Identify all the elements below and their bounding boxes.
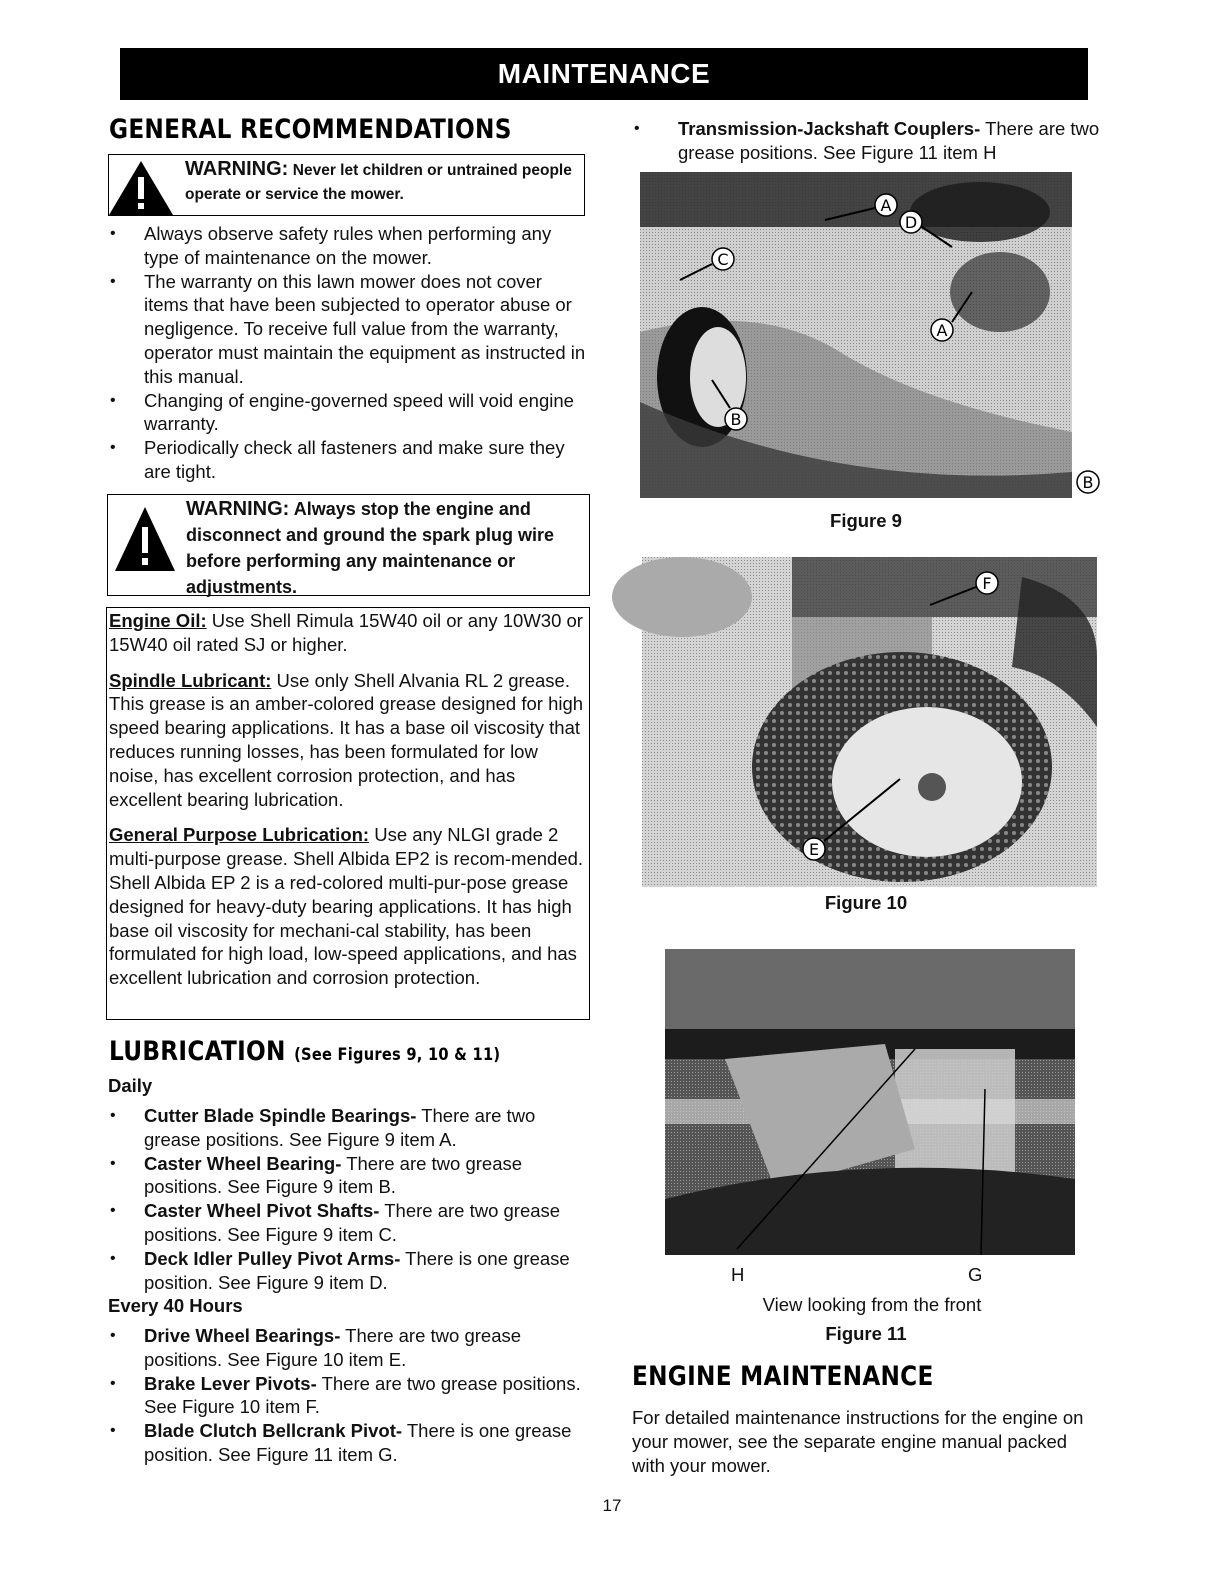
lubrication-figure-note: (See Figures 9, 10 & 11) bbox=[294, 1045, 501, 1065]
figure-9-photo bbox=[640, 172, 1094, 498]
figure-9-callouts bbox=[640, 172, 1094, 498]
svg-text:B: B bbox=[730, 410, 742, 429]
transmission-coupler-list bbox=[632, 117, 1102, 165]
daily-subheading: Daily bbox=[108, 1075, 153, 1096]
spec-label: Spindle Lubricant: bbox=[109, 669, 272, 691]
forty-hours-list bbox=[108, 1324, 588, 1467]
figure-10-caption: Figure 10 bbox=[824, 892, 908, 913]
warning-triangle-icon bbox=[114, 505, 176, 573]
general-lubrication-spec bbox=[109, 823, 585, 990]
list-item: • Brake Lever Pivots- There are two grease positions. See Figure 10 item F. bbox=[108, 1372, 588, 1420]
figure-11-label-g: G bbox=[968, 1264, 983, 1285]
list-item: • Transmission-Jackshaft Couplers- There are two grease positions. See Figure 11 item H bbox=[632, 117, 1102, 165]
spec-text: Use Shell Rimula 15W40 oil or any 10W30 or 15W40 oil rated SJ or higher. bbox=[109, 610, 583, 655]
lubrication-heading bbox=[109, 1036, 500, 1067]
daily-list bbox=[108, 1104, 588, 1294]
figure-11-caption: Figure 11 bbox=[825, 1323, 907, 1344]
list-item: • Periodically check all fasteners and make sure they are tight. bbox=[108, 436, 588, 484]
figure-10-callouts bbox=[642, 557, 1097, 887]
list-item: • Blade Clutch Bellcrank Pivot- There is one grease position. See Figure 11 item G. bbox=[108, 1419, 588, 1467]
lubrication-title: LUBRICATION bbox=[109, 1036, 286, 1067]
list-item: • Cutter Blade Spindle Bearings- There are two grease positions. See Figure 9 item A. bbox=[108, 1104, 588, 1152]
svg-text:D: D bbox=[904, 213, 918, 232]
figure-11-note: View looking from the front bbox=[762, 1294, 982, 1315]
engine-oil-spec bbox=[109, 609, 585, 657]
spec-text: Use only Shell Alvania RL 2 grease. This grease is an amber-colored grease designed for high speed bearing applications. It has a base oil viscosity that reduces running losses, has been formulated for low noise, has excellent corrosion protection, and has excellent bearing lubrication. bbox=[109, 669, 584, 810]
list-item: • Drive Wheel Bearings- There are two grease positions. See Figure 10 item E. bbox=[108, 1324, 588, 1372]
svg-text:A: A bbox=[936, 321, 948, 340]
figure-11-photo bbox=[665, 949, 1075, 1255]
callout-label: A bbox=[880, 196, 892, 215]
general-heading: GENERAL RECOMMENDATIONS bbox=[109, 114, 512, 145]
page-number: 17 bbox=[602, 1496, 622, 1515]
svg-text:F: F bbox=[982, 574, 992, 593]
warning-triangle-icon bbox=[108, 159, 174, 215]
list-item: • Changing of engine-governed speed will void engine warranty. bbox=[108, 389, 588, 437]
spec-label: Engine Oil: bbox=[109, 610, 207, 631]
section-banner bbox=[120, 48, 1088, 100]
svg-text:B: B bbox=[1082, 473, 1094, 492]
warning-label: WARNING: bbox=[186, 498, 290, 520]
lubricant-specs-box bbox=[106, 607, 590, 1020]
warning-box-spark-plug bbox=[107, 494, 590, 596]
engine-maintenance-heading: ENGINE MAINTENANCE bbox=[632, 1361, 934, 1392]
list-item: • Caster Wheel Bearing- There are two grease positions. See Figure 9 item B. bbox=[108, 1152, 588, 1200]
warning-label: WARNING: bbox=[185, 158, 289, 180]
list-item: • Deck Idler Pulley Pivot Arms- There is one grease position. See Figure 9 item D. bbox=[108, 1247, 588, 1295]
general-bullet-list bbox=[108, 222, 588, 484]
warning-text: Never let children or untrained people operate or service the mower. bbox=[185, 162, 572, 203]
forty-hours-subheading: Every 40 Hours bbox=[108, 1295, 243, 1316]
list-item: • Always observe safety rules when performing any type of maintenance on the mower. bbox=[108, 222, 588, 270]
list-item: • The warranty on this lawn mower does not cover items that have been subjected to operator abuse or negligence. To receive full value from the warranty, operator must maintain the equipment as instructed in this manual. bbox=[108, 270, 588, 389]
figure-11-label-h: H bbox=[731, 1264, 745, 1285]
spec-text: Use any NLGI grade 2 multi-purpose grease. Shell Albida EP2 is recom-mended. Shell Albida EP 2 is a red-colored multi-pur-pose grease designed for heavy-duty bearing applications. It has high base oil viscosity for mechani-cal stability, has been formulated for high load, low-speed applications, and has excellent lubrication and corrosion protection. bbox=[109, 824, 584, 989]
engine-maintenance-text: For detailed maintenance instructions for the engine on your mower, see the separate engine manual packed with your mower. bbox=[632, 1407, 1084, 1476]
spindle-lubricant-spec bbox=[109, 669, 585, 812]
figure-10-photo bbox=[642, 557, 1097, 887]
spec-label: General Purpose Lubrication: bbox=[109, 824, 370, 846]
section-title: MAINTENANCE bbox=[497, 58, 711, 89]
warning-box-children bbox=[108, 154, 585, 216]
svg-text:E: E bbox=[808, 840, 820, 859]
warning-text: Always stop the engine and disconnect and ground the spark plug wire before performing any maintenance or adjustments. bbox=[186, 499, 555, 597]
figure-9-caption: Figure 9 bbox=[830, 510, 902, 531]
list-item: • Caster Wheel Pivot Shafts- There are two grease positions. See Figure 9 item C. bbox=[108, 1199, 588, 1247]
svg-text:C: C bbox=[717, 250, 729, 269]
